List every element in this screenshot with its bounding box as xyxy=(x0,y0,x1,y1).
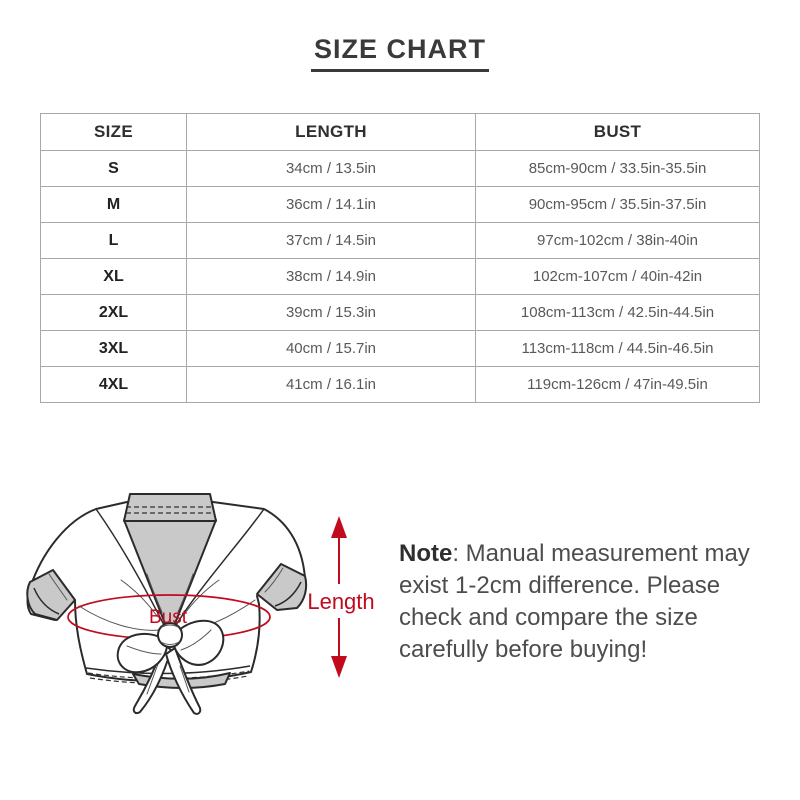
table-header-row xyxy=(41,114,760,151)
header-bust: BUST xyxy=(476,114,760,151)
size-cell: S xyxy=(41,151,187,187)
length-label: Length xyxy=(307,589,375,614)
size-cell: XL xyxy=(41,259,187,295)
bust-cell: 108cm-113cm / 42.5in-44.5in xyxy=(476,295,760,331)
page-title-wrap xyxy=(0,34,800,72)
table-row xyxy=(41,367,760,403)
note-text xyxy=(399,538,761,666)
table-row xyxy=(41,151,760,187)
length-cell: 34cm / 13.5in xyxy=(187,151,476,187)
size-cell: L xyxy=(41,223,187,259)
table-row xyxy=(41,259,760,295)
length-cell: 39cm / 15.3in xyxy=(187,295,476,331)
table-row xyxy=(41,187,760,223)
page-title: SIZE CHART xyxy=(311,34,489,72)
garment-illustration xyxy=(15,478,375,758)
table-row xyxy=(41,295,760,331)
note-label: Note xyxy=(399,540,453,567)
bust-label: Bust xyxy=(148,607,188,628)
size-cell: 2XL xyxy=(41,295,187,331)
size-cell: M xyxy=(41,187,187,223)
bust-cell: 119cm-126cm / 47in-49.5in xyxy=(476,367,760,403)
note-line: carefully before buying! xyxy=(399,636,648,663)
size-table xyxy=(40,113,760,403)
bust-cell: 102cm-107cm / 40in-42in xyxy=(476,259,760,295)
length-cell: 37cm / 14.5in xyxy=(187,223,476,259)
header-size: SIZE xyxy=(41,114,187,151)
note-line: check and compare the size xyxy=(399,604,698,631)
length-cell: 38cm / 14.9in xyxy=(187,259,476,295)
header-length: LENGTH xyxy=(187,114,476,151)
note-line: exist 1-2cm difference. Please xyxy=(399,572,721,599)
table-body xyxy=(41,151,760,403)
note-line: Note: Manual measurement may xyxy=(399,540,750,567)
size-cell: 3XL xyxy=(41,331,187,367)
bust-cell: 113cm-118cm / 44.5in-46.5in xyxy=(476,331,760,367)
table-row xyxy=(41,223,760,259)
length-cell: 40cm / 15.7in xyxy=(187,331,476,367)
bust-cell: 90cm-95cm / 35.5in-37.5in xyxy=(476,187,760,223)
length-cell: 36cm / 14.1in xyxy=(187,187,476,223)
size-cell: 4XL xyxy=(41,367,187,403)
table-row xyxy=(41,331,760,367)
bust-cell: 97cm-102cm / 38in-40in xyxy=(476,223,760,259)
bust-cell: 85cm-90cm / 33.5in-35.5in xyxy=(476,151,760,187)
length-cell: 41cm / 16.1in xyxy=(187,367,476,403)
